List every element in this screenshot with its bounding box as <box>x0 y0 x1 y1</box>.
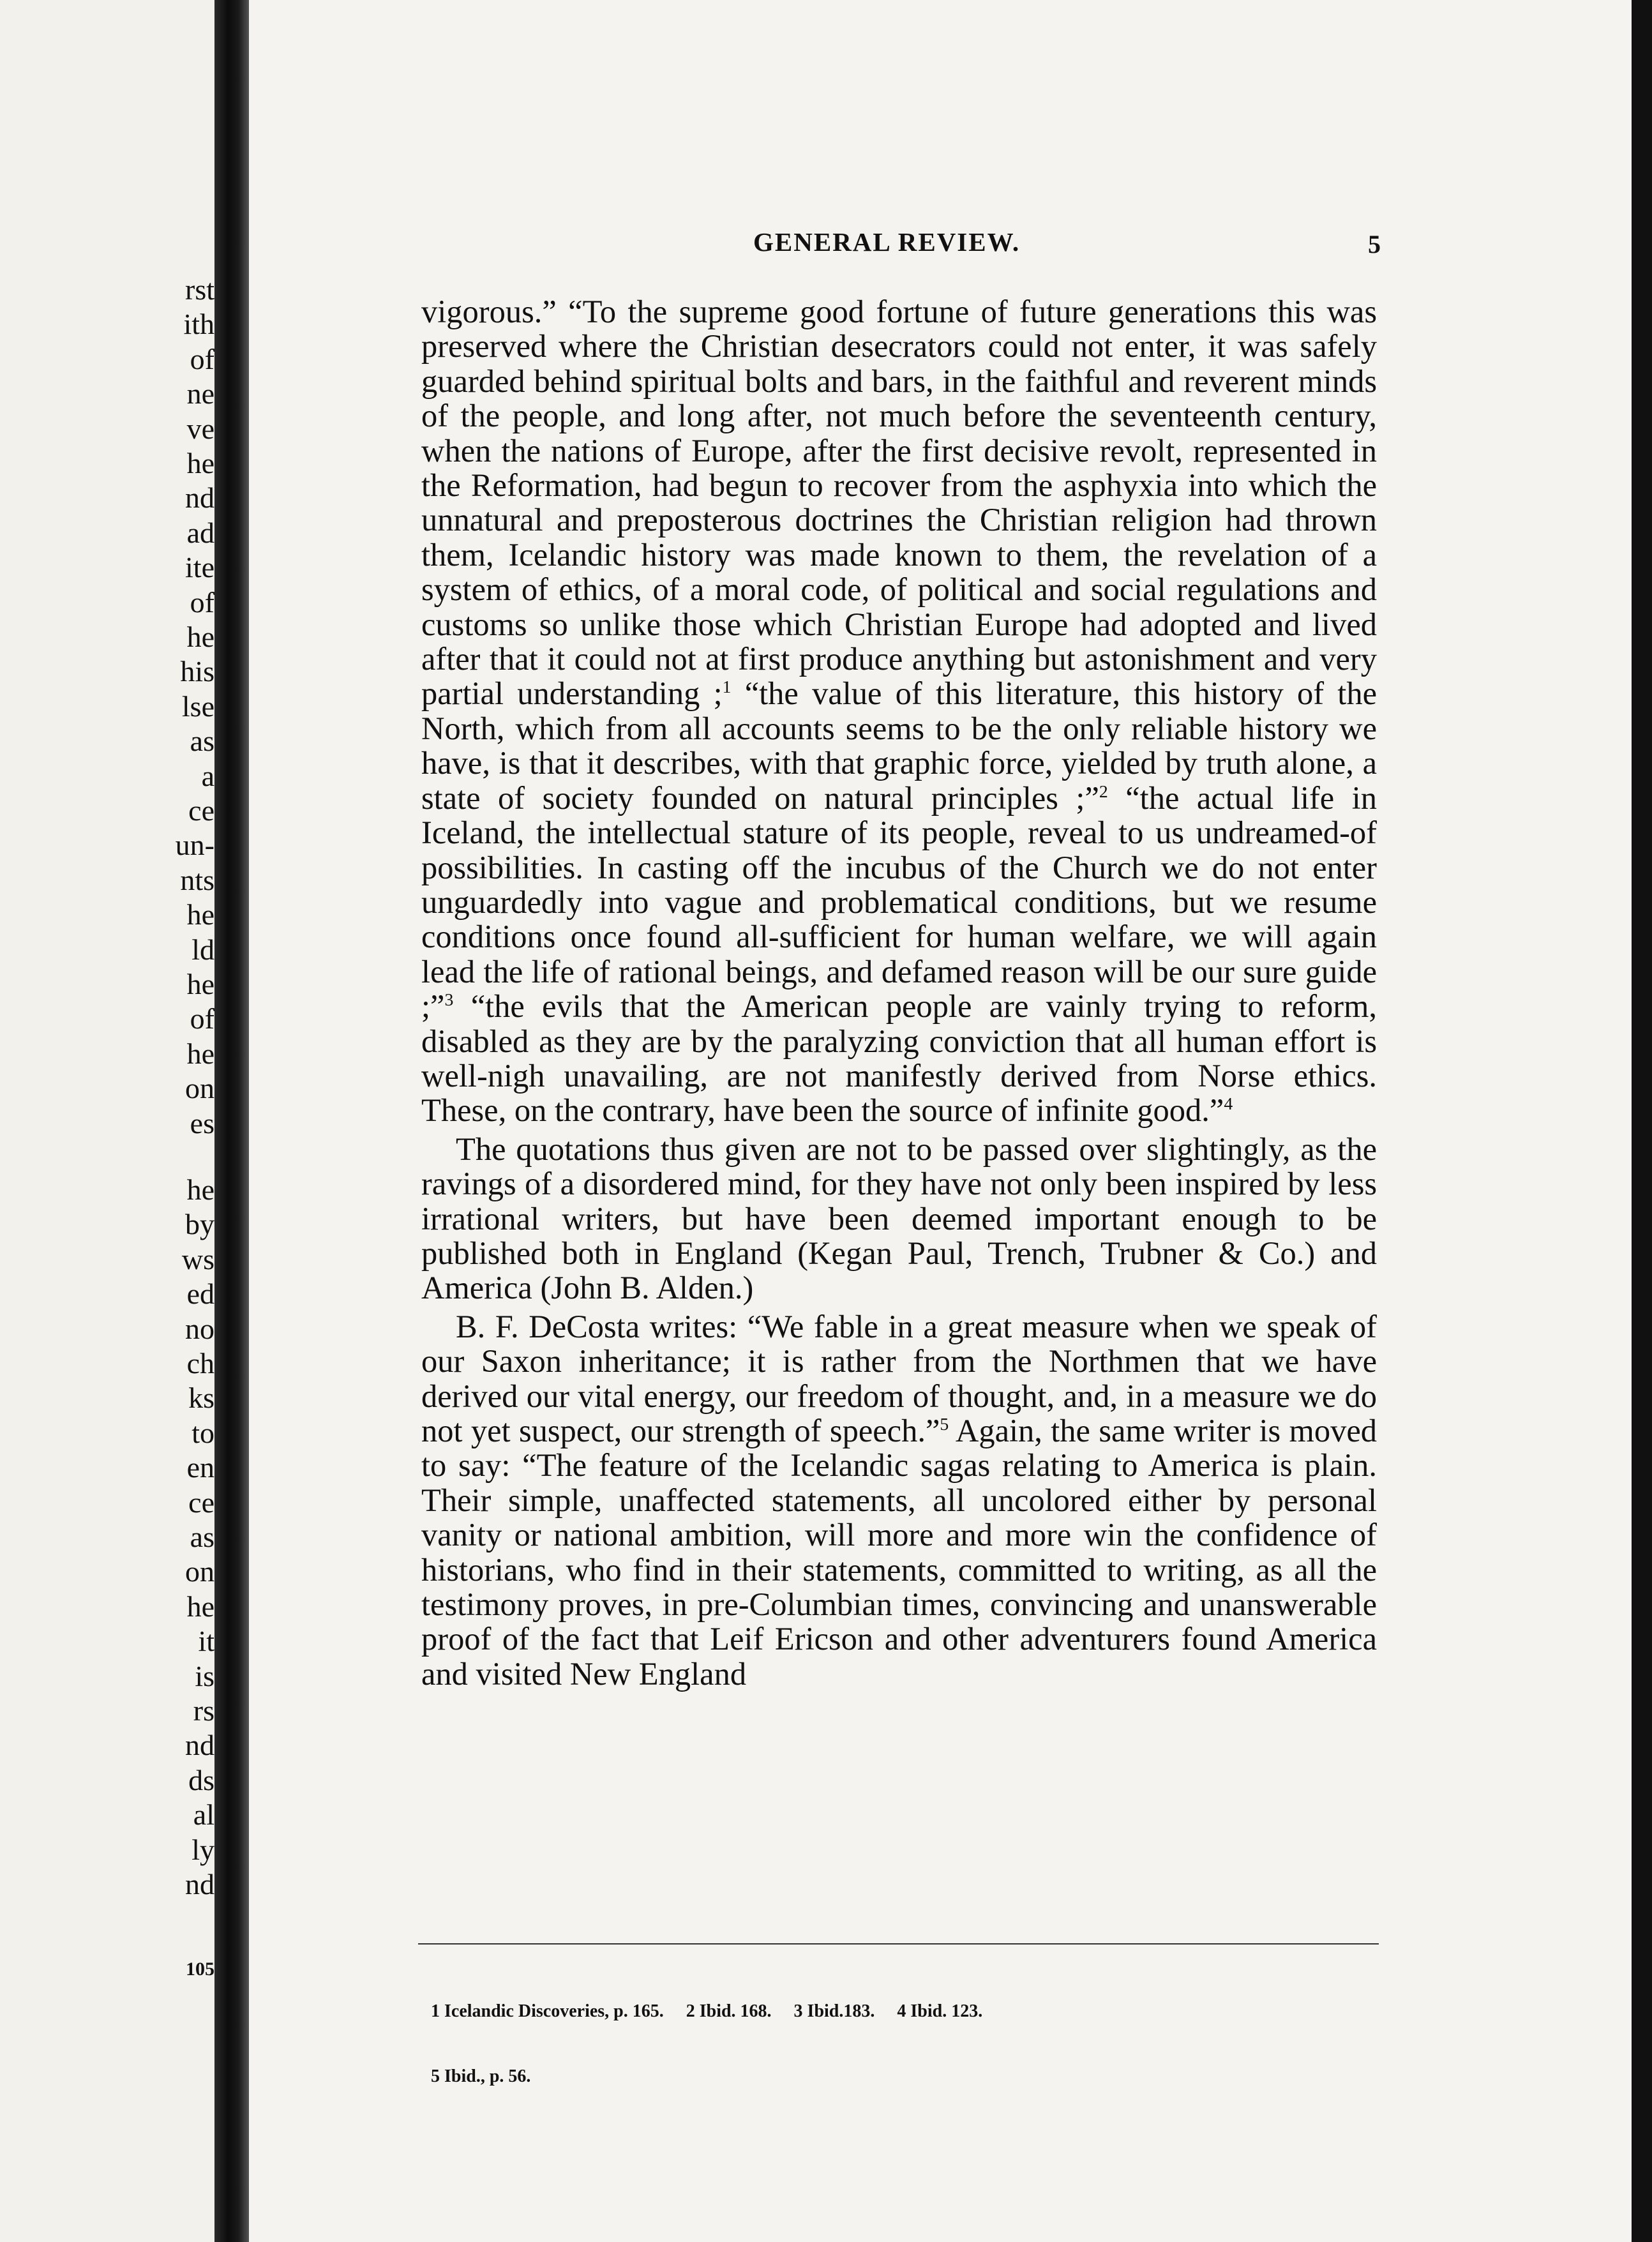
facing-page-fragment-line: as <box>190 725 214 758</box>
facing-page-fragment-line: nts <box>180 863 214 896</box>
facing-page-fragment-line: no <box>185 1312 214 1345</box>
facing-page-fragment-line: to <box>191 1416 214 1449</box>
facing-page-fragment-line: ne <box>186 377 214 410</box>
footnote-rule <box>418 1943 1379 1945</box>
text-run: B. F. DeCosta writes: “We fable in a great measure when we speak of our Saxon inheritance; it is rather from the Northmen that we have derived our vital energy, our freedom of thought, and, in a measure we do not yet suspect, our strength of speech.” <box>421 1308 1377 1448</box>
facing-page-fragment <box>0 0 214 2242</box>
facing-page-fragment-line: ad <box>186 516 214 549</box>
facing-page-fragment-line: ks <box>188 1381 214 1415</box>
facing-page-fragment-line: as <box>190 1521 214 1553</box>
facing-page-footer: 105 <box>186 1959 214 1980</box>
facing-page-fragment-line: he <box>186 1173 214 1206</box>
footnotes <box>431 1957 1388 2131</box>
facing-page-fragment-line: ch <box>186 1347 214 1380</box>
facing-page-fragment-line: ds <box>188 1763 214 1796</box>
facing-page-fragment-line: rs <box>193 1694 214 1727</box>
facing-page-fragment-line: on <box>185 1072 214 1105</box>
facing-page-fragment-line: of <box>190 585 214 619</box>
facing-page-fragment-line: he <box>186 898 214 931</box>
facing-page-fragment-line: nd <box>185 481 214 515</box>
footnote-line: 1 Icelandic Discoveries, p. 165. 2 Ibid. 168. 3 Ibid.183. 4 Ibid. 123. <box>431 2001 983 2021</box>
facing-page-fragment-line: ve <box>186 412 214 445</box>
footnote-marker: 5 <box>940 1415 949 1435</box>
facing-page-fragment-line: he <box>186 1037 214 1070</box>
body-text <box>421 294 1377 1691</box>
facing-page-fragment-line: he <box>186 968 214 1000</box>
facing-page-fragment-line: ce <box>188 1486 214 1519</box>
facing-page-fragment-line: ite <box>185 551 214 584</box>
facing-page-fragment-line: on <box>185 1555 214 1588</box>
facing-page-fragment-line: he <box>186 1590 214 1623</box>
text-run: “the evils that the American people are vainly trying to reform, disabled as they are by the paralyzing conviction that all human effort is well-nigh unavailing, are not manifestly derived from Norse ethics. These, on the contrary, have been the source of infinite good.” <box>421 988 1377 1129</box>
facing-page-fragment-line: his <box>180 655 214 688</box>
facing-page-fragment-line: en <box>186 1451 214 1484</box>
facing-page-fragment-line: a <box>201 759 214 792</box>
book-gutter <box>214 0 249 2242</box>
facing-page-fragment-line: ws <box>181 1242 214 1275</box>
facing-page-fragment-line: lse <box>181 689 214 723</box>
text-run: “the actual life in Iceland, the intellectual stature of its people, reveal to us undreamed-of possibilities. In casting off the incubus of the Church we do not enter unguardedly into vague and problematical conditions, but we resume conditions once found all-sufficient for human welfare, we will again lead the life of rational beings, and defamed reason will be our sure guide ;” <box>421 779 1377 1025</box>
footnote-marker: 2 <box>1099 781 1108 802</box>
facing-page-fragment-line: nd <box>185 1868 214 1900</box>
facing-page-fragment-line: ly <box>191 1833 214 1866</box>
text-run: vigorous.” “To the supreme good fortune of future generations this was preserved where the Christian desecrators could not enter, it was safely guarded behind spiritual bolts and bars, in the faithful and reverent minds of the people, and long after, not much before the seventeenth century, when the nations of Europe, after the first decisive revolt, represented in the Reformation, had begun to recover from the asphyxia into which the unnatural and preposterous doctrines the Christian religion had thrown them, Icelandic history was made known to them, the revelation of a system of ethics, of a moral code, of political and social regulations and customs so unlike those which Christian Europe had adopted and lived after that it could not at first produce anything but astonishment and very partial understanding ; <box>421 294 1377 712</box>
facing-page-fragment-line: he <box>186 447 214 479</box>
facing-page-fragment-line: of <box>190 1002 214 1035</box>
paragraph <box>421 1132 1377 1305</box>
facing-page-fragment-line: al <box>193 1798 214 1832</box>
facing-page-fragment-line: it <box>198 1625 214 1658</box>
paragraph <box>421 1309 1377 1691</box>
facing-page-fragment-line: es <box>190 1106 214 1140</box>
text-run: The quotations thus given are not to be passed over slightingly, as the ravings of a disordered mind, for they have not only been inspired by less irrational writers, but have been deemed important enough to be published both in England (Kegan Paul, Trench, Trubner & Co.) and America (John B. Alden.) <box>421 1131 1377 1306</box>
book-page <box>249 0 1632 2242</box>
running-head: GENERAL REVIEW. <box>753 227 1021 257</box>
facing-page-fragment-line: rst <box>185 273 214 306</box>
facing-page-fragment-line: ce <box>188 794 214 827</box>
facing-page-fragment-line: by <box>185 1208 214 1241</box>
footnote-marker: 1 <box>722 677 732 698</box>
facing-page-fragment-line: nd <box>185 1729 214 1762</box>
facing-page-fragment-line: is <box>195 1659 214 1692</box>
text-run: Again, the same writer is moved to say: “The feature of the Icelandic sagas relating to America is plain. Their simple, unaffected statements, all uncolored either by personal vanity or national ambition, will more and more win the confidence of historians, who find in their statements, committed to writing, as all the testimony proves, in pre-Columbian times, convincing and unanswerable proof of the fact that Leif Ericson and other adventurers found America and visited New England <box>421 1413 1377 1692</box>
facing-page-fragment-line: un- <box>175 829 214 862</box>
facing-page-fragment-line: he <box>186 621 214 653</box>
page-header <box>249 227 1632 265</box>
facing-page-fragment-line: of <box>190 342 214 375</box>
text-run: “the value of this literature, this history of the North, which from all accounts seems to be the only reliable history we have, is that it describes, with that graphic force, yielded by truth alone, a state of society founded on natural principles ;” <box>421 675 1377 816</box>
facing-page-fragment-line: ith <box>183 308 214 341</box>
page-edge-shadow <box>1632 0 1652 2242</box>
footnote-line: 5 Ibid., p. 56. <box>431 2066 531 2086</box>
page-number: 5 <box>1368 230 1381 259</box>
footnote-marker: 4 <box>1224 1094 1233 1115</box>
facing-page-fragment-line: ed <box>186 1277 214 1311</box>
facing-page-fragment-line: ld <box>191 933 214 966</box>
footnote-marker: 3 <box>444 990 454 1011</box>
paragraph <box>421 294 1377 1128</box>
